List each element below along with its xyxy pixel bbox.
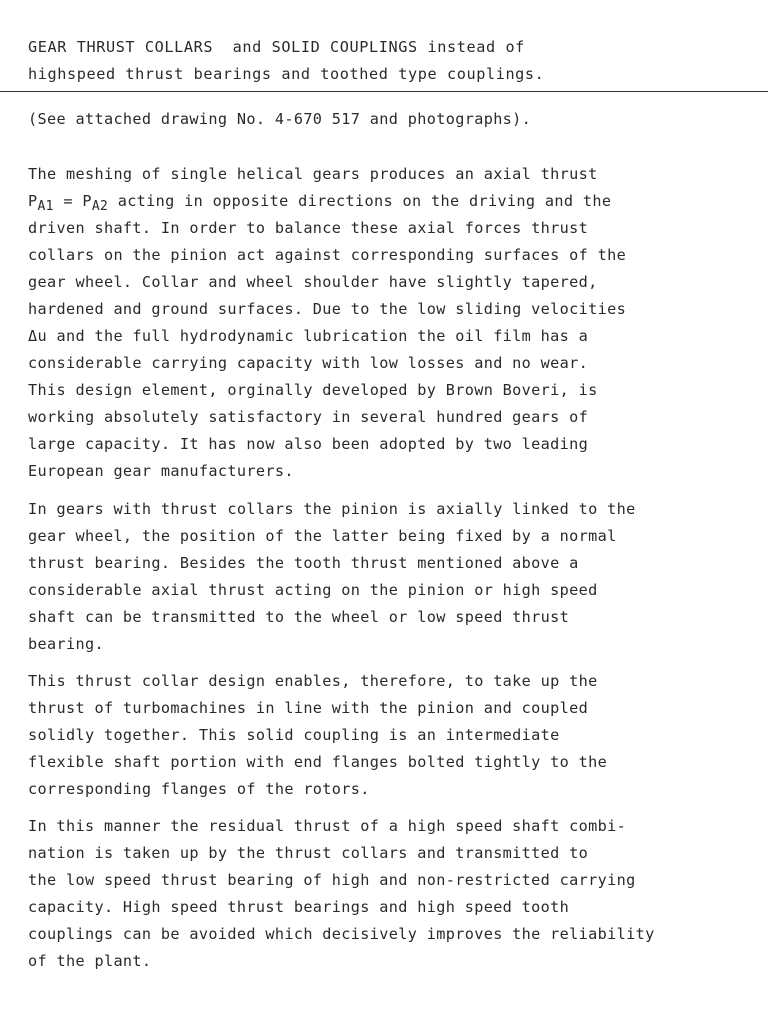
subscript-a1: A1	[37, 199, 54, 214]
paragraph-2-line-1: In gears with thrust collars the pinion is axially linked to the	[28, 500, 636, 518]
paragraph-3-line-2: thrust of turbomachines in line with the pinion and coupled	[28, 699, 589, 717]
paragraph-4-line-6: of the plant.	[28, 952, 152, 970]
paragraph-1-line-3: driven shaft. In order to balance these axial forces thrust	[28, 219, 589, 237]
title-line-1: GEAR THRUST COLLARS and SOLID COUPLINGS instead of	[28, 38, 525, 56]
reference-line: (See attached drawing No. 4-670 517 and photographs).	[28, 110, 532, 128]
paragraph-4-line-3: the low speed thrust bearing of high and non-restricted carrying	[28, 871, 636, 889]
paragraph-2-line-2: gear wheel, the position of the latter being fixed by a normal	[28, 527, 617, 545]
equals-p: = P	[53, 192, 92, 210]
paragraph-1-line-4: collars on the pinion act against corresponding surfaces of the	[28, 246, 627, 264]
paragraph-1-line-8: considerable carrying capacity with low losses and no wear.	[28, 354, 589, 372]
paragraph-3-line-1: This thrust collar design enables, therefore, to take up the	[28, 672, 598, 690]
paragraph-3-line-3: solidly together. This solid coupling is an intermediate	[28, 726, 560, 744]
paragraph-1-line-7: Δu and the full hydrodynamic lubrication the oil film has a	[28, 327, 589, 345]
paragraph-2-line-6: bearing.	[28, 635, 104, 653]
paragraph-1-line-9: This design element, orginally developed by Brown Boveri, is	[28, 381, 598, 399]
paragraph-2-line-5: shaft can be transmitted to the wheel or low speed thrust	[28, 608, 570, 626]
paragraph-1-line-11: large capacity. It has now also been adopted by two leading	[28, 435, 589, 453]
paragraph-1-line-2-text: acting in opposite directions on the driving and the	[108, 192, 612, 210]
paragraph-1-line-12: European gear manufacturers.	[28, 462, 294, 480]
title-line-2: highspeed thrust bearings and toothed type couplings.	[28, 65, 545, 83]
paragraph-4-line-4: capacity. High speed thrust bearings and high speed tooth	[28, 898, 570, 916]
paragraph-1-line-5: gear wheel. Collar and wheel shoulder have slightly tapered,	[28, 273, 598, 291]
paragraph-3-line-4: flexible shaft portion with end flanges bolted tightly to the	[28, 753, 608, 771]
paragraph-4-line-2: nation is taken up by the thrust collars and transmitted to	[28, 844, 589, 862]
title-divider	[0, 91, 768, 92]
paragraph-1-line-2	[28, 191, 612, 214]
force-symbol-p: P	[28, 192, 38, 210]
subscript-a2: A2	[91, 199, 109, 214]
paragraph-3-line-5: corresponding flanges of the rotors.	[28, 780, 370, 798]
paragraph-1-line-6: hardened and ground surfaces. Due to the low sliding velocities	[28, 300, 627, 318]
paragraph-4-line-5: couplings can be avoided which decisively improves the reliability	[28, 925, 655, 943]
paragraph-1-line-1: The meshing of single helical gears produces an axial thrust	[28, 165, 598, 183]
paragraph-4-line-1: In this manner the residual thrust of a high speed shaft combi-	[28, 817, 627, 835]
paragraph-2-line-3: thrust bearing. Besides the tooth thrust mentioned above a	[28, 554, 579, 572]
paragraph-2-line-4: considerable axial thrust acting on the pinion or high speed	[28, 581, 598, 599]
paragraph-1-line-10: working absolutely satisfactory in several hundred gears of	[28, 408, 589, 426]
